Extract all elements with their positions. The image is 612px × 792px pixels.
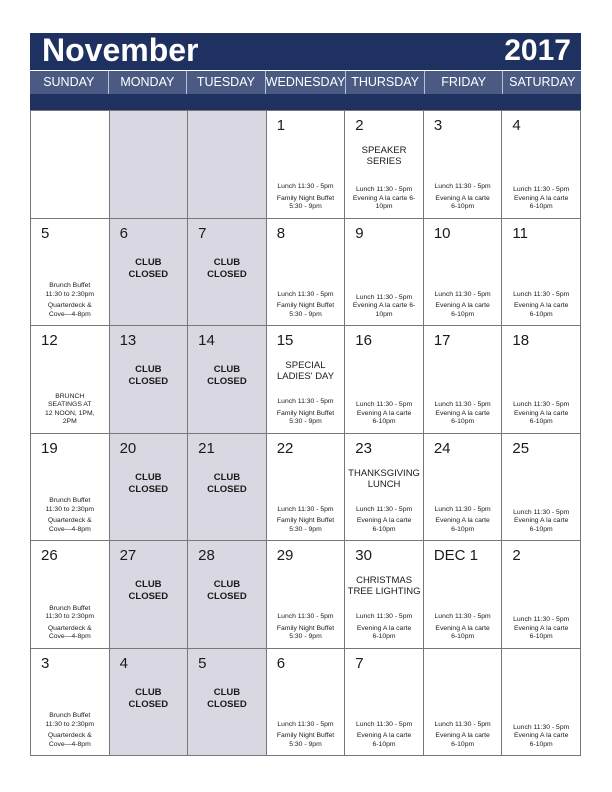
hours-line: Evening A la carte (435, 409, 490, 417)
hours-line: 6-10pm (529, 418, 553, 425)
day-number: 1 (276, 117, 286, 134)
event-title (345, 145, 423, 167)
day-cell (502, 219, 581, 327)
hours-line: Lunch 11:30 - 5pm (513, 290, 570, 298)
hours-line: Cove—4-8pm (48, 525, 91, 533)
day-number: 6 (276, 654, 286, 672)
hours-line: 6-10pm (529, 525, 553, 533)
event-title-line: CLOSED (128, 376, 169, 387)
day-number: 5 (41, 224, 50, 242)
event-title-line: CLUB (135, 364, 162, 375)
day-cell (267, 111, 346, 219)
hours-line: Evening A la carte (513, 409, 569, 417)
hours-line: 6-10pm (451, 418, 475, 425)
hours-line: Lunch 11:30 - 5pm (355, 613, 413, 620)
hours-info (31, 712, 109, 749)
day-number: 30 (355, 547, 372, 564)
hours-line: Lunch 11:30 - 5pm (355, 505, 413, 513)
day-number: 29 (276, 547, 294, 564)
hours-line: Lunch 11:30 - 5pm (277, 613, 334, 620)
hours-line: Lunch 11:30 - 5pm (355, 186, 413, 193)
day-cell (31, 326, 110, 434)
day-cell (110, 219, 189, 327)
club-closed-label (110, 257, 188, 281)
month-title: November (42, 32, 199, 68)
day-cell (502, 434, 581, 542)
day-cell (345, 541, 424, 649)
day-number: 4 (512, 117, 521, 134)
hours-info (502, 616, 580, 642)
day-number: 12 (41, 332, 58, 349)
hours-line: 6-10pm (372, 525, 396, 533)
day-number: DEC 1 (433, 547, 479, 564)
hours-line: Evening A la carte 6-10pm (352, 302, 416, 318)
day-number: 16 (355, 332, 372, 349)
day-number: 3 (433, 117, 443, 134)
day-number: 6 (119, 224, 128, 242)
day-cell (31, 649, 110, 757)
event-title-line: CLOSED (128, 591, 169, 602)
hours-line: 11:30 to 2:30pm (45, 613, 95, 620)
hours-line: Lunch 11:30 - 5pm (513, 616, 570, 623)
hours-info (267, 613, 345, 642)
hours-line: Lunch 11:30 - 5pm (434, 290, 491, 298)
hours-line: Evening A la carte (356, 732, 412, 739)
day-cell (267, 541, 346, 649)
hours-line: Brunch Buffet (49, 604, 91, 612)
club-closed-label (188, 687, 266, 711)
day-cell (188, 326, 267, 434)
hours-line: Lunch 11:30 - 5pm (513, 186, 570, 193)
day-cell (31, 541, 110, 649)
hours-line: 6-10pm (529, 633, 553, 640)
hours-line: 6-10pm (372, 633, 396, 640)
day-number: 11 (512, 224, 528, 242)
hours-info (345, 613, 423, 642)
hours-info (424, 506, 502, 535)
event-title-line: CLUB (135, 471, 162, 483)
event-title-line: CLOSED (128, 483, 169, 495)
hours-info (31, 282, 109, 319)
day-cell (502, 541, 581, 649)
day-number: 7 (198, 224, 207, 242)
hours-line: Lunch 11:30 - 5pm (277, 720, 334, 728)
hours-line: 11:30 to 2:30pm (45, 505, 95, 513)
hours-line: Quarterdeck & (47, 302, 92, 309)
day-number: 27 (119, 547, 137, 564)
club-closed-label (110, 579, 188, 603)
day-number: 14 (198, 332, 215, 349)
day-cell (188, 219, 267, 327)
club-closed-label (110, 687, 188, 711)
day-number: 22 (276, 439, 294, 457)
day-cell (188, 541, 267, 649)
hours-line: 6-10pm (529, 740, 553, 748)
weekday-tuesday: TUESDAY (187, 71, 266, 94)
day-number: 8 (276, 224, 286, 242)
hours-line: 5:30 - 9pm (289, 310, 322, 318)
hours-line: 11:30 to 2:30pm (45, 720, 95, 728)
day-cell (345, 434, 424, 542)
event-title-line: CLUB (213, 579, 241, 590)
hours-line: Family Night Buffet (276, 624, 335, 632)
hours-info (345, 401, 423, 427)
day-cell (502, 649, 581, 757)
event-title-line: CLOSED (128, 698, 169, 710)
day-cell (31, 111, 110, 219)
event-title-line: CLOSED (207, 483, 247, 495)
hours-line: Brunch Buffet (49, 282, 91, 289)
event-title-line: CLOSED (207, 698, 247, 710)
day-cell (345, 219, 424, 327)
hours-line: Lunch 11:30 - 5pm (277, 398, 334, 405)
day-cell (424, 541, 503, 649)
hours-line: 6-10pm (451, 740, 475, 748)
hours-line: Lunch 11:30 - 5pm (355, 401, 413, 408)
day-cell (424, 434, 503, 542)
club-closed-label (110, 364, 188, 388)
hours-line: Evening A la carte (435, 624, 490, 632)
club-closed-label (188, 257, 266, 281)
day-number: 17 (433, 332, 451, 349)
hours-line: Evening A la carte (356, 624, 412, 632)
day-cell (424, 326, 503, 434)
day-number: 5 (198, 654, 207, 672)
hours-line: Lunch 11:30 - 5pm (513, 508, 570, 516)
club-closed-label (188, 364, 266, 388)
event-title-line: SPEAKER (361, 145, 407, 156)
day-cell (31, 219, 110, 327)
day-number: 2 (512, 547, 521, 564)
weekday-monday: MONDAY (109, 71, 188, 94)
club-closed-label (188, 579, 266, 603)
hours-info (424, 721, 502, 750)
year-title: 2017 (504, 34, 571, 67)
hours-info (267, 721, 345, 750)
event-title-line: CLUB (213, 471, 241, 483)
event-title-line: CLUB (213, 364, 241, 375)
hours-line: Evening A la carte (513, 732, 569, 739)
event-title-line: CLUB (135, 579, 162, 590)
hours-line: Lunch 11:30 - 5pm (434, 183, 491, 190)
hours-line: Evening A la carte (435, 194, 490, 202)
hours-info (424, 401, 502, 427)
day-cell (345, 649, 424, 757)
hours-line: 5:30 - 9pm (289, 418, 322, 425)
club-closed-label (188, 472, 266, 496)
hours-line: Lunch 11:30 - 5pm (277, 505, 334, 513)
hours-line: 2PM (62, 418, 77, 425)
day-number: 9 (355, 224, 364, 242)
hours-line: Brunch Buffet (49, 497, 91, 504)
hours-line: 5:30 - 9pm (289, 633, 322, 640)
hours-line: Lunch 11:30 - 5pm (434, 613, 491, 620)
hours-line: Family Night Buffet (276, 409, 335, 417)
hours-line: Quarterdeck & (47, 517, 92, 524)
hours-line: SEATINGS AT (48, 401, 92, 408)
hours-line: 6-10pm (372, 740, 396, 748)
day-cell (110, 541, 189, 649)
hours-line: Evening A la carte (435, 732, 490, 739)
hours-line: Evening A la carte (356, 409, 412, 417)
hours-info (502, 724, 580, 750)
weekday-saturday: SATURDAY (509, 75, 576, 89)
event-title (345, 575, 423, 597)
hours-info (345, 294, 423, 320)
hours-info (345, 721, 423, 750)
hours-line: Evening A la carte (435, 302, 490, 309)
event-title-line: CLUB (213, 256, 241, 268)
day-number: 2 (355, 117, 364, 134)
hours-line: Evening A la carte (513, 624, 569, 632)
day-number: 25 (512, 439, 530, 457)
event-title-line: CLOSED (128, 268, 169, 280)
event-title-line: CLUB (135, 256, 162, 268)
hours-info (267, 506, 345, 535)
weekday-wednesday: WEDNESDAY (266, 71, 347, 94)
day-number: 26 (41, 547, 58, 564)
event-title-line: CLUB (135, 686, 162, 698)
hours-info (267, 183, 345, 212)
day-cell (110, 326, 189, 434)
day-number: 13 (119, 332, 137, 349)
event-title (345, 468, 423, 490)
hours-info (267, 398, 345, 427)
day-number: 18 (512, 332, 530, 349)
hours-info (502, 291, 580, 320)
hours-line: 6-10pm (451, 203, 475, 210)
hours-line: Lunch 11:30 - 5pm (434, 720, 491, 728)
hours-info (502, 509, 580, 535)
hours-info (345, 186, 423, 212)
day-number: 4 (119, 654, 128, 672)
hours-line: Quarterdeck & (47, 624, 92, 632)
hours-line: Cove—4-8pm (48, 310, 91, 318)
event-title-line: CHRISTMAS (356, 575, 413, 586)
hours-line: Evening A la carte (513, 517, 569, 524)
hours-line: 6-10pm (451, 310, 475, 318)
header-band (30, 94, 581, 110)
hours-info (424, 183, 502, 212)
day-cell (31, 434, 110, 542)
day-cell (267, 649, 346, 757)
hours-line: Lunch 11:30 - 5pm (434, 401, 491, 408)
hours-info (424, 613, 502, 642)
event-title (267, 360, 345, 382)
day-cell (502, 111, 581, 219)
day-number: 28 (198, 547, 215, 564)
hours-line: 6-10pm (372, 418, 396, 425)
hours-info (267, 291, 345, 320)
hours-line: 11:30 to 2:30pm (45, 290, 95, 298)
day-cell (345, 326, 424, 434)
hours-info (31, 393, 109, 427)
hours-info (502, 186, 580, 212)
hours-line: Lunch 11:30 - 5pm (513, 401, 570, 408)
event-title-line: CLOSED (207, 268, 247, 280)
hours-line: 5:30 - 9pm (289, 203, 322, 210)
event-title-line: LUNCH (367, 478, 401, 490)
day-cell (267, 434, 346, 542)
hours-line: Quarterdeck & (47, 732, 92, 739)
hours-line: 12 NOON, 1PM, (45, 409, 95, 417)
hours-line: 5:30 - 9pm (289, 740, 322, 748)
day-number: 24 (433, 439, 451, 457)
hours-line: Evening A la carte (435, 517, 490, 524)
event-title-line: CLOSED (207, 591, 247, 602)
event-title-line: SERIES (366, 156, 402, 167)
hours-line: Evening A la carte 6-10pm (352, 194, 416, 210)
hours-line: 6-10pm (451, 633, 475, 640)
day-cell (424, 219, 503, 327)
day-number: 20 (119, 439, 137, 457)
hours-line: Evening A la carte (356, 517, 412, 524)
day-cell (424, 111, 503, 219)
hours-line: Evening A la carte (513, 302, 569, 309)
hours-line: Family Night Buffet (276, 302, 335, 309)
day-cell (110, 111, 189, 219)
day-cell (188, 649, 267, 757)
weekday-header-row (30, 71, 581, 94)
day-number: 19 (41, 439, 58, 457)
day-cell (502, 326, 581, 434)
event-title-line: TREE LIGHTING (347, 586, 421, 597)
day-cell (345, 111, 424, 219)
event-title-line: CLUB (213, 686, 241, 698)
hours-info (424, 291, 502, 320)
hours-line: Lunch 11:30 - 5pm (434, 505, 491, 513)
day-cell (188, 434, 267, 542)
hours-line: Lunch 11:30 - 5pm (277, 290, 334, 298)
hours-line: Evening A la carte (513, 194, 569, 202)
hours-line: 6-10pm (451, 525, 475, 533)
day-cell (267, 219, 346, 327)
day-number: 10 (433, 224, 451, 242)
event-title-line: CLOSED (207, 376, 247, 387)
weekday-sunday: SUNDAY (30, 71, 109, 94)
hours-line: Lunch 11:30 - 5pm (513, 723, 570, 731)
day-number: 23 (355, 439, 372, 457)
day-cell (267, 326, 346, 434)
hours-line: 5:30 - 9pm (289, 525, 322, 533)
hours-line: 6-10pm (529, 310, 553, 318)
hours-info (345, 506, 423, 535)
hours-line: Cove—4-8pm (48, 633, 91, 640)
hours-line: Lunch 11:30 - 5pm (355, 293, 413, 301)
hours-line: Cove—4-8pm (48, 740, 91, 748)
day-cell (110, 649, 189, 757)
event-title-line: SPECIAL (285, 360, 326, 371)
weekday-thursday: THURSDAY (346, 71, 425, 94)
event-title-line: LADIES' DAY (276, 371, 335, 382)
hours-line: Lunch 11:30 - 5pm (277, 183, 334, 190)
hours-line: Lunch 11:30 - 5pm (355, 720, 413, 728)
event-title-line: THANKSGIVING (348, 467, 420, 479)
club-closed-label (110, 472, 188, 496)
day-number: 21 (198, 439, 215, 457)
day-number: 7 (355, 654, 364, 672)
hours-info (31, 605, 109, 642)
weekday-friday: FRIDAY (425, 71, 504, 94)
hours-line: Family Night Buffet (276, 732, 335, 739)
hours-info (31, 497, 109, 534)
hours-line: Family Night Buffet (276, 194, 335, 202)
day-cell (424, 649, 503, 757)
hours-line: Brunch Buffet (49, 712, 91, 719)
calendar-header (30, 33, 581, 70)
day-cell (188, 111, 267, 219)
day-number: 3 (41, 654, 50, 672)
hours-line: Family Night Buffet (276, 517, 335, 524)
calendar-grid (30, 110, 581, 756)
day-cell (110, 434, 189, 542)
day-number: 15 (276, 332, 294, 349)
hours-line: 6-10pm (529, 203, 553, 210)
hours-line: BRUNCH (55, 392, 85, 400)
hours-info (502, 401, 580, 427)
